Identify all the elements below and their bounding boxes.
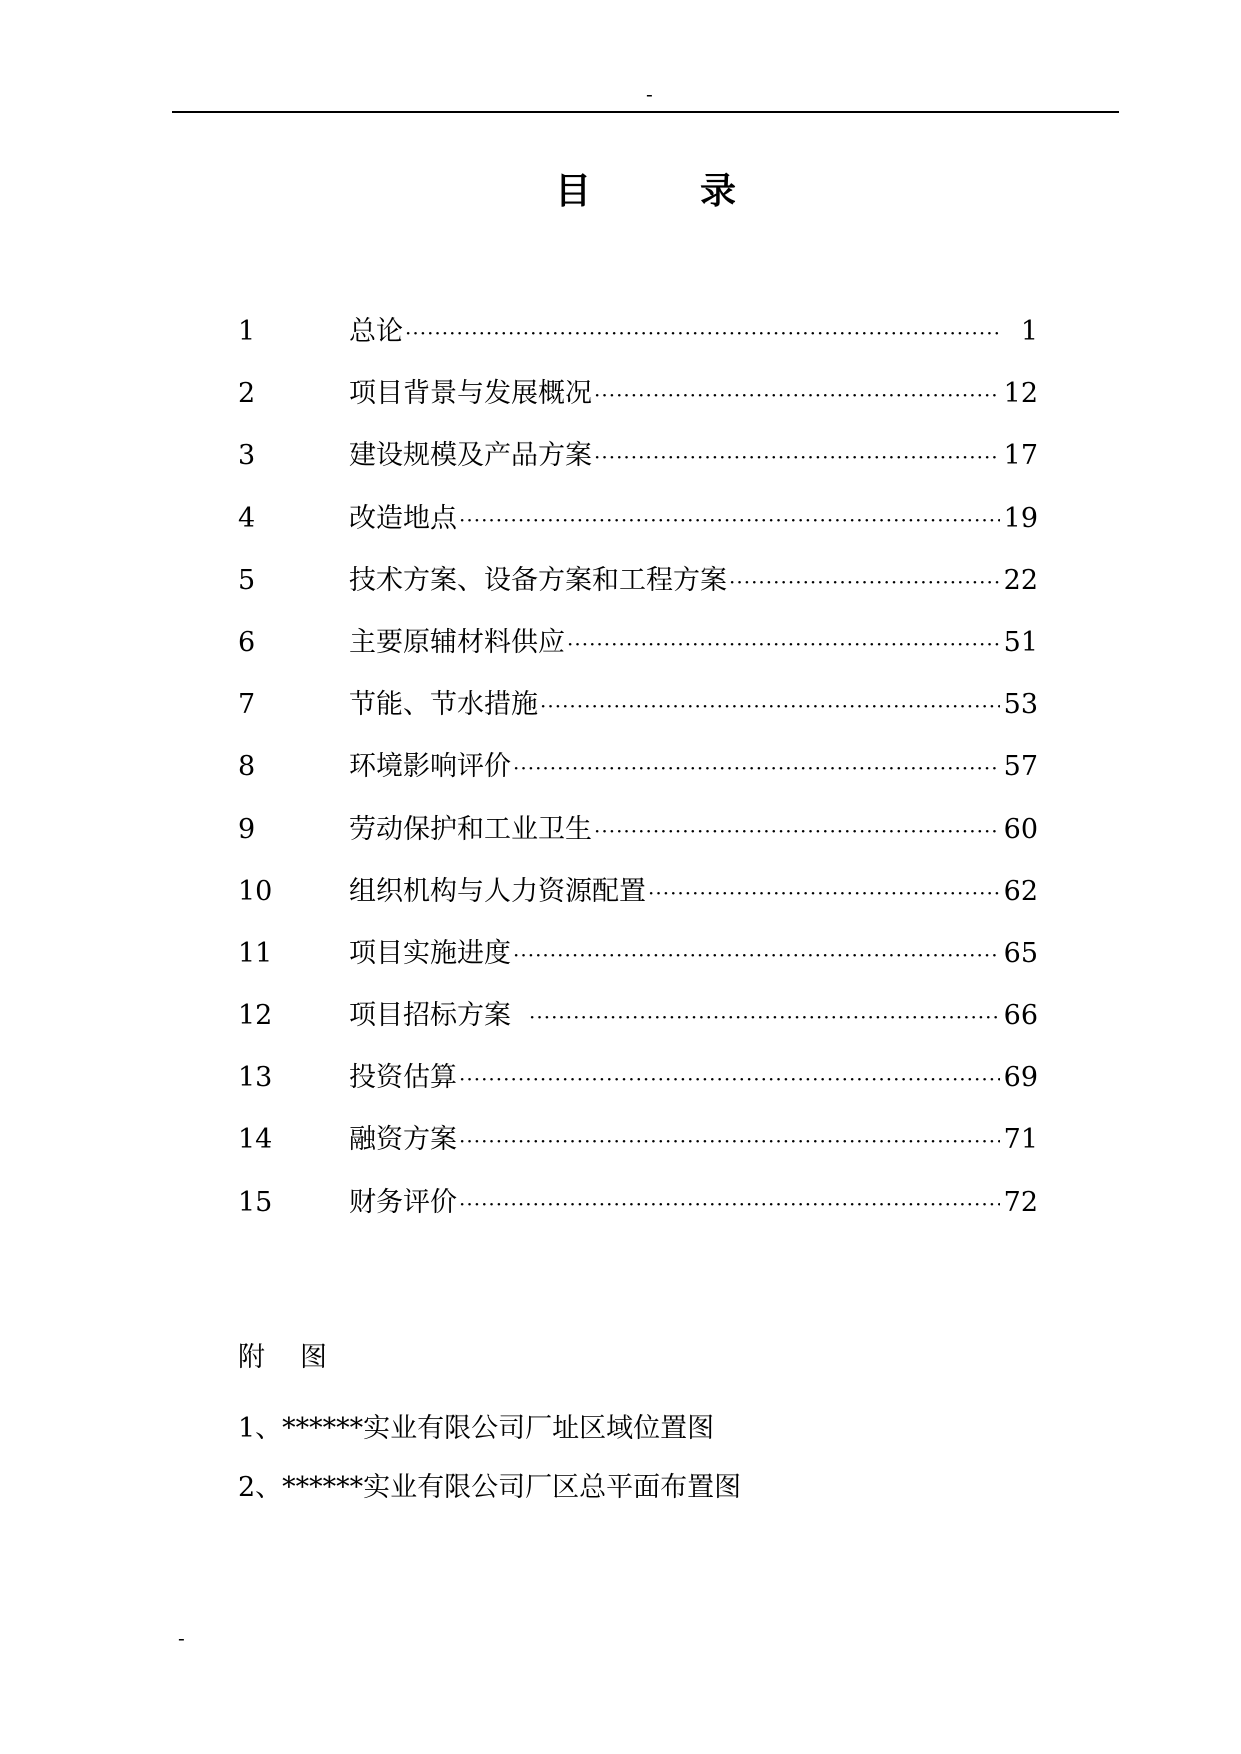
toc-page-number: 69 [1003,1062,1038,1094]
toc-number: 13 [238,1062,273,1094]
toc-entry[interactable] [238,621,1038,683]
toc-entry[interactable] [238,994,1038,1056]
toc-label: 融资方案 [349,1124,457,1156]
title-char-1: 目 [555,171,592,212]
toc-page-number: 57 [1003,751,1038,783]
header-rule [172,111,1119,113]
toc-entry[interactable] [238,932,1038,994]
toc-page-number: 22 [1003,564,1038,596]
toc-entry[interactable] [238,870,1038,932]
toc-page-number: 51 [1003,626,1038,658]
toc-leader [594,373,1000,417]
toc-page-number: 62 [1003,875,1038,907]
toc-leader [405,311,1000,355]
toc-page-number: 19 [1003,502,1038,534]
toc-label: 技术方案、设备方案和工程方案 [349,564,727,596]
appendix-heading-char-2: 图 [300,1342,327,1373]
toc-label: 总论 [349,316,403,347]
toc-entry[interactable] [238,808,1038,870]
toc-number: 1 [238,316,256,347]
appendix-item[interactable]: 2、******实业有限公司厂区总平面布置图 [238,1472,742,1503]
toc-label: 项目实施进度 [349,937,511,969]
toc-label: 项目招标方案 [349,1000,511,1032]
table-of-contents [238,310,1038,1243]
toc-page-number: 72 [1003,1186,1038,1218]
toc-leader [729,560,1000,604]
toc-page-number: 17 [1003,440,1038,472]
toc-label: 改造地点 [349,502,457,534]
toc-label: 组织机构与人力资源配置 [349,875,646,907]
footer-mark: - [178,1626,185,1650]
title-char-2: 录 [700,171,737,212]
toc-number: 15 [238,1186,273,1218]
toc-label: 投资估算 [349,1062,457,1094]
toc-entry[interactable] [238,559,1038,621]
toc-page-number: 66 [1003,1000,1038,1032]
toc-leader [529,995,1000,1039]
toc-leader [459,498,1000,542]
toc-number: 6 [238,626,256,658]
toc-number: 5 [238,564,256,596]
toc-entry[interactable] [238,1056,1038,1118]
toc-entry[interactable] [238,1181,1038,1243]
toc-leader [540,684,1000,728]
toc-number: 14 [238,1124,273,1156]
toc-label: 环境影响评价 [349,751,511,783]
toc-leader [648,871,1000,915]
toc-page-number: 1 [1020,316,1038,347]
toc-number: 3 [238,440,256,472]
toc-leader [594,809,1000,853]
toc-label: 项目背景与发展概况 [349,378,592,410]
toc-number: 11 [238,937,273,969]
toc-entry[interactable] [238,372,1038,434]
toc-number: 4 [238,502,256,534]
toc-entry[interactable] [238,434,1038,496]
toc-label: 劳动保护和工业卫生 [349,813,592,845]
toc-entry[interactable] [238,497,1038,559]
toc-label: 建设规模及产品方案 [349,440,592,472]
toc-leader [513,933,1000,977]
toc-entry[interactable] [238,683,1038,745]
appendix-heading-char-1: 附 [238,1342,265,1373]
toc-leader [567,622,1000,666]
toc-leader [459,1182,1000,1226]
toc-number: 7 [238,689,256,721]
toc-number: 8 [238,751,256,783]
toc-page-number: 12 [1003,378,1038,410]
header-mark: - [646,82,653,106]
toc-leader [594,435,1000,479]
toc-number: 9 [238,813,256,845]
toc-number: 12 [238,1000,273,1032]
toc-leader [459,1057,1000,1101]
toc-page-number: 60 [1003,813,1038,845]
toc-label: 主要原辅材料供应 [349,626,565,658]
toc-entry[interactable] [238,310,1038,372]
toc-entry[interactable] [238,1118,1038,1180]
toc-page-number: 71 [1003,1124,1038,1156]
toc-leader [513,746,1000,790]
toc-label: 财务评价 [349,1186,457,1218]
toc-page-number: 53 [1003,689,1038,721]
toc-number: 10 [238,875,273,907]
toc-leader [459,1119,1000,1163]
toc-page-number: 65 [1003,937,1038,969]
toc-label: 节能、节水措施 [349,689,538,721]
toc-number: 2 [238,378,256,410]
toc-entry[interactable] [238,745,1038,807]
appendix-item[interactable]: 1、******实业有限公司厂址区域位置图 [238,1413,715,1444]
